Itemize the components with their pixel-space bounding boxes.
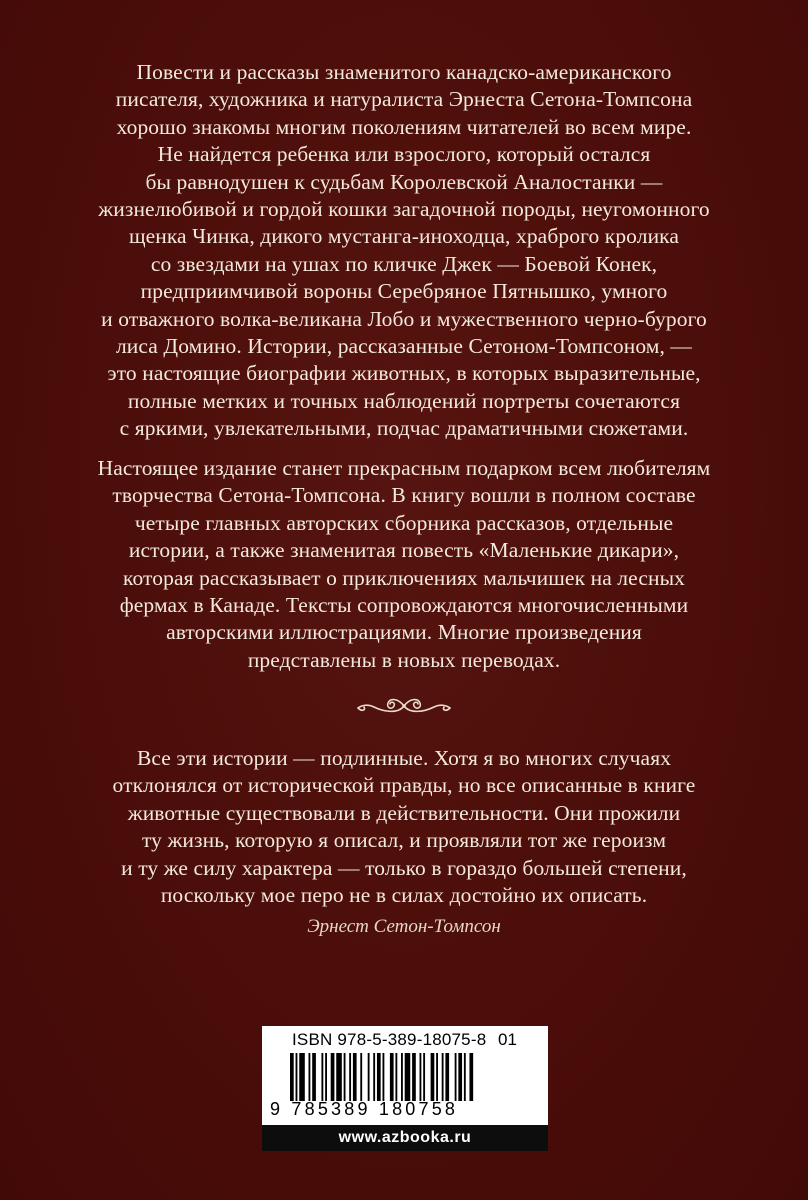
isbn-label: ISBN 978-5-389-18075-8 — [292, 1030, 487, 1049]
text-line: со звездами на ушах по кличке Джек — Боевой Конек, — [150, 251, 658, 276]
quote-line: отклонялся от исторической правды, но все описанные в книге — [112, 773, 696, 798]
text-line: и отважного волка-великана Лобо и мужественного черно-бурого — [101, 306, 707, 331]
quote-line: Все эти истории — подлинные. Хотя я во многих случаях — [136, 746, 672, 770]
text-line: Повести и рассказы знаменитого канадско-американского — [136, 60, 672, 84]
text-line: бы равнодушен к судьбам Королевской Аналостанки — — [145, 169, 663, 194]
text-line: авторскими иллюстрациями. Многие произведения — [166, 620, 642, 645]
barcode-bars-icon — [290, 1053, 530, 1101]
text-line: щенка Чинка, дикого мустанга-иноходца, храброго кролика — [128, 224, 680, 249]
text-line: Не найдется ребенка или взрослого, который остался — [157, 142, 651, 167]
text-line: хорошо знакомы многим поколениям читателей во всем мире. — [116, 114, 692, 139]
text-line: Настоящее издание станет прекрасным подарком всем любителям — [97, 456, 711, 480]
text-line: полные метких и точных наблюдений портреты сочетаются — [127, 388, 681, 413]
quote-line: и ту же силу характера — только в гораздо большей степени, — [121, 855, 687, 880]
text-line: четыре главных авторских сборника рассказов, отдельные — [134, 510, 674, 535]
text-line: писателя, художника и натуралиста Эрнеста Сетона-Томпсона — [115, 87, 693, 112]
quote-author-signature: Эрнест Сетон-Томпсон — [307, 916, 501, 937]
text-line: лиса Домино. Истории, рассказанные Сетоном-Томпсоном, — — [115, 334, 693, 359]
ornament-divider-icon — [354, 694, 454, 718]
isbn-barcode — [262, 1026, 548, 1151]
quote-line: поскольку мое перо не в силах достойно их описать. — [160, 883, 648, 908]
text-line: представлены в новых переводах. — [247, 647, 561, 672]
description-paragraph-2 — [60, 455, 748, 674]
text-line: творчества Сетона-Томпсона. В книгу вошли в полном составе — [112, 483, 696, 508]
description-paragraph-1 — [60, 59, 748, 443]
text-line: предприимчивой вороны Серебряное Пятнышко, умного — [140, 279, 668, 304]
text-line: истории, а также знаменитая повесть «Маленькие дикари», — [128, 538, 680, 563]
publisher-url: www.azbooka.ru — [262, 1125, 548, 1151]
text-line: с яркими, увлекательными, подчас драматичными сюжетами. — [119, 416, 689, 441]
isbn-addon-code: 01 — [498, 1030, 517, 1049]
barcode-digits: 9 785389 180758 — [270, 1099, 459, 1119]
quote-line: ту жизнь, которую я описал, и проявляли тот же героизм — [141, 828, 667, 853]
text-line: которая рассказывает о приключениях мальчишек на лесных — [123, 565, 685, 590]
text-line: фермах в Канаде. Тексты сопровождаются многочисленными — [119, 593, 689, 618]
text-line: жизнелюбивой и гордой кошки загадочной породы, неугомонного — [98, 197, 710, 222]
quote-line: животные существовали в действительности. Они прожили — [127, 800, 681, 825]
author-quote — [60, 745, 748, 909]
text-line: это настоящие биографии животных, в которых выразительные, — [107, 361, 701, 386]
